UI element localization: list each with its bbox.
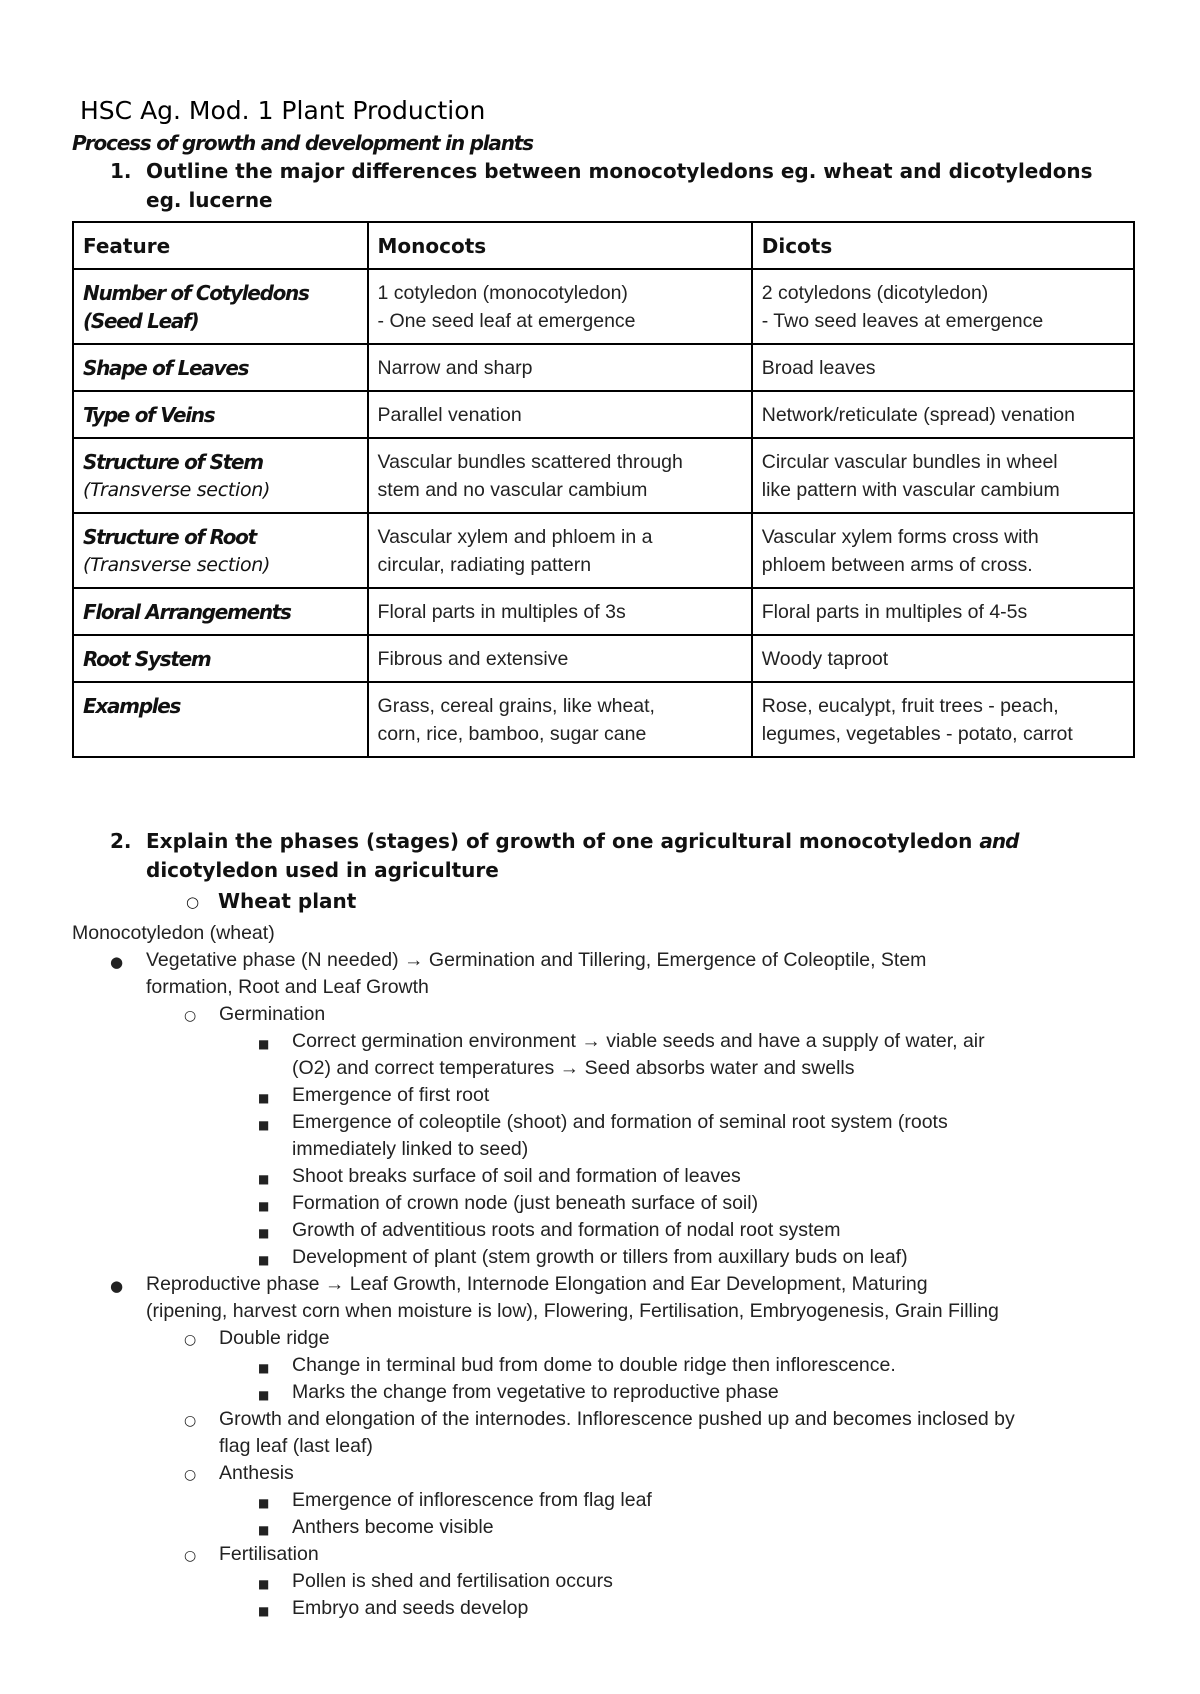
monocot-cell: Narrow and sharp (368, 344, 752, 391)
dicot-cell: Broad leaves (752, 344, 1134, 391)
table-row (73, 269, 1134, 344)
circle-bullet-icon: ○ (184, 1332, 197, 1348)
table-row (73, 344, 1134, 391)
table-row (73, 513, 1134, 588)
monocot-cell: Vascular bundles scattered through stem and no vascular cambium (368, 438, 752, 513)
monocot-cell: Vascular xylem and phloem in a circular, radiating pattern (368, 513, 752, 588)
emphasis-text: and (979, 829, 1019, 853)
list-item: Change in terminal bud from dome to double ridge then inflorescence. (292, 1354, 896, 1376)
square-bullet-icon: ■ (258, 1172, 270, 1186)
dicot-cell: Woody taproot (752, 635, 1134, 682)
comparison-table (72, 221, 1135, 758)
list-item: Marks the change from vegetative to reproductive phase (292, 1381, 779, 1403)
document-page: HSC Ag. Mod. 1 Plant Production Process of growth and development in plants 1. Outline the major differences between monocotyledons eg. wheat and dicotyledons eg. lucerne Feature Monocots Dicots Number of Cotyledons (Seed Leaf) 1 cotyledon (monocotyledon) - One seed leaf at emergence 2 cotyledons (dicotyledon) - Two seed leaves at emergence Shape of Leaves Narrow and sharp Broad leaves Type of Veins Parallel venation Network/reticulate (spread) venation Structure of Stem (Transverse section) Vascular bundles scattered through stem and no vascular cambium Circular vascular bundles in wheel like pattern with vascular cambium Structure of Root (Transverse section) Vascular xylem and phloem in a circular, radiating pattern Vascular xylem forms cross with phloem between arms of cross. Floral Arrangements Floral parts in multiples of 3s Floral parts in multiples of 4-5s Root System Fibrous and extensive Woody taproot Examples Grass, cereal grains, like wheat, corn, rice, bamboo, sugar cane Rose, eucalypt, fruit trees - peach, legumes, vegetables - potato, carrot 2. Explain the phases (stages) of growth of one agricultural monocotyledon and dicotyledon used in agriculture ○ Wheat plant Monocotyledon (wheat) ● Vegetative phase (N needed) → Germination and Tillering, Emergence of Coleoptile, Stem formation, Root and Leaf Growth ○ Germination ■ Correct germination environment → viable seeds and have a supply of water, air (O2) and correct temperatures → Seed absorbs water and swells ■ Emergence of first root ■ Emergence of coleoptile (shoot) and formation of seminal root system (roots immediately linked to seed) ■ Shoot breaks surface of soil and formation of leaves ■ Formation of crown node (just beneath surface of soil) ■ Growth of adventitious roots and formation of nodal root system ■ Development of plant (stem growth or tillers from auxillary buds on leaf) ● Reproductive phase → Leaf Growth, Internode Elongation and Ear Development, Maturing (ripening, harvest corn when moisture is low), Flowering, Fertilisation, Embryogenesis, Grain Filling ○ Double ridge ■ Change in terminal bud from dome to double ridge then inflorescence. ■ Marks the change from vegetative to reproductive phase ○ Growth and elongation of the internodes. Inflorescence pushed up and becomes inclosed by flag leaf (last leaf) ○ Anthesis ■ Emergence of inflorescence from flag leaf ■ Anthers become visible ○ Fertilisation ■ Pollen is shed and fertilisation occurs ■ Embryo and seeds develop (0, 0, 1200, 1694)
square-bullet-icon: ■ (258, 1361, 270, 1375)
list-item: Anthesis (219, 1462, 294, 1484)
table-header-row (73, 222, 1134, 269)
list-item: Germination (219, 1003, 326, 1025)
list-item: Development of plant (stem growth or tillers from auxillary buds on leaf) (292, 1246, 908, 1268)
column-header: Dicots (752, 222, 1134, 269)
monocot-cell: Parallel venation (368, 391, 752, 438)
question-number: 2. (110, 829, 132, 853)
circle-bullet-icon: ○ (184, 1548, 197, 1564)
dicot-cell: Network/reticulate (spread) venation (752, 391, 1134, 438)
circle-bullet-icon: ○ (184, 1467, 197, 1483)
dicot-cell: Floral parts in multiples of 4-5s (752, 588, 1134, 635)
list-item: Reproductive phase → Leaf Growth, Internode Elongation and Ear Development, Maturing (146, 1273, 928, 1295)
list-item: Anthers become visible (292, 1516, 494, 1538)
dicot-cell: Rose, eucalypt, fruit trees - peach, legumes, vegetables - potato, carrot (752, 682, 1134, 757)
list-item: Growth and elongation of the internodes. Inflorescence pushed up and becomes inclosed by (219, 1408, 1015, 1430)
feature-cell: Floral Arrangements (73, 588, 368, 635)
feature-cell: Number of Cotyledons (Seed Leaf) (73, 269, 368, 344)
list-item: Formation of crown node (just beneath surface of soil) (292, 1192, 759, 1214)
feature-cell: Root System (73, 635, 368, 682)
feature-cell: Examples (73, 682, 368, 757)
table-row (73, 588, 1134, 635)
list-item-continuation: formation, Root and Leaf Growth (146, 976, 429, 998)
list-item: Growth of adventitious roots and formation of nodal root system (292, 1219, 841, 1241)
square-bullet-icon: ■ (258, 1253, 270, 1267)
table-row (73, 635, 1134, 682)
list-item: Correct germination environment → viable seeds and have a supply of water, air (292, 1030, 985, 1052)
dicot-cell: Circular vascular bundles in wheel like pattern with vascular cambium (752, 438, 1134, 513)
monocot-cell: Floral parts in multiples of 3s (368, 588, 752, 635)
circle-bullet-icon: ○ (184, 1413, 197, 1429)
list-item: Embryo and seeds develop (292, 1597, 529, 1619)
table-row (73, 438, 1134, 513)
monocot-cell: Fibrous and extensive (368, 635, 752, 682)
dicot-cell: 2 cotyledons (dicotyledon) - Two seed leaves at emergence (752, 269, 1134, 344)
monocot-cell: 1 cotyledon (monocotyledon) - One seed leaf at emergence (368, 269, 752, 344)
column-header: Monocots (368, 222, 752, 269)
feature-cell: Type of Veins (73, 391, 368, 438)
notes-heading: Monocotyledon (wheat) (72, 922, 275, 944)
square-bullet-icon: ■ (258, 1523, 270, 1537)
square-bullet-icon: ■ (258, 1037, 270, 1051)
list-item: Pollen is shed and fertilisation occurs (292, 1570, 613, 1592)
square-bullet-icon: ■ (258, 1226, 270, 1240)
list-item-continuation: flag leaf (last leaf) (219, 1435, 373, 1457)
square-bullet-icon: ■ (258, 1388, 270, 1402)
monocot-cell: Grass, cereal grains, like wheat, corn, rice, bamboo, sugar cane (368, 682, 752, 757)
square-bullet-icon: ■ (258, 1118, 270, 1132)
circle-bullet-icon: ○ (184, 1008, 197, 1024)
list-item-continuation: (ripening, harvest corn when moisture is low), Flowering, Fertilisation, Embryogenesis, Grain Filling (146, 1300, 999, 1322)
list-item-continuation: (O2) and correct temperatures → Seed absorbs water and swells (292, 1057, 855, 1079)
table-row (73, 682, 1134, 757)
list-item: Fertilisation (219, 1543, 319, 1565)
hollow-bullet-icon: ○ (186, 893, 200, 911)
square-bullet-icon: ■ (258, 1091, 270, 1105)
disc-bullet-icon: ● (110, 953, 124, 971)
list-item: Emergence of first root (292, 1084, 490, 1106)
question-number: 1. (110, 159, 132, 183)
list-item: Vegetative phase (N needed) → Germination and Tillering, Emergence of Coleoptile, Stem (146, 949, 927, 971)
question-text: Outline the major differences between monocotyledons eg. wheat and dicotyledons eg. lucerne (146, 159, 1093, 212)
square-bullet-icon: ■ (258, 1496, 270, 1510)
question-text: Explain the phases (stages) of growth of one agricultural monocotyledon and dicotyledon used in agriculture (146, 829, 1019, 882)
square-bullet-icon: ■ (258, 1199, 270, 1213)
list-item: Double ridge (219, 1327, 330, 1349)
feature-cell: Structure of Stem (Transverse section) (73, 438, 368, 513)
list-item-continuation: immediately linked to seed) (292, 1138, 529, 1160)
feature-cell: Structure of Root (Transverse section) (73, 513, 368, 588)
feature-cell: Shape of Leaves (73, 344, 368, 391)
page-subtitle: Process of growth and development in plants (72, 131, 533, 155)
list-item: Emergence of inflorescence from flag leaf (292, 1489, 652, 1511)
table-row (73, 391, 1134, 438)
column-header: Feature (73, 222, 368, 269)
list-item: Emergence of coleoptile (shoot) and formation of seminal root system (roots (292, 1111, 948, 1133)
page-title: HSC Ag. Mod. 1 Plant Production (80, 96, 486, 125)
list-item: Shoot breaks surface of soil and formation of leaves (292, 1165, 741, 1187)
dicot-cell: Vascular xylem forms cross with phloem between arms of cross. (752, 513, 1134, 588)
disc-bullet-icon: ● (110, 1277, 124, 1295)
square-bullet-icon: ■ (258, 1577, 270, 1591)
square-bullet-icon: ■ (258, 1604, 270, 1618)
